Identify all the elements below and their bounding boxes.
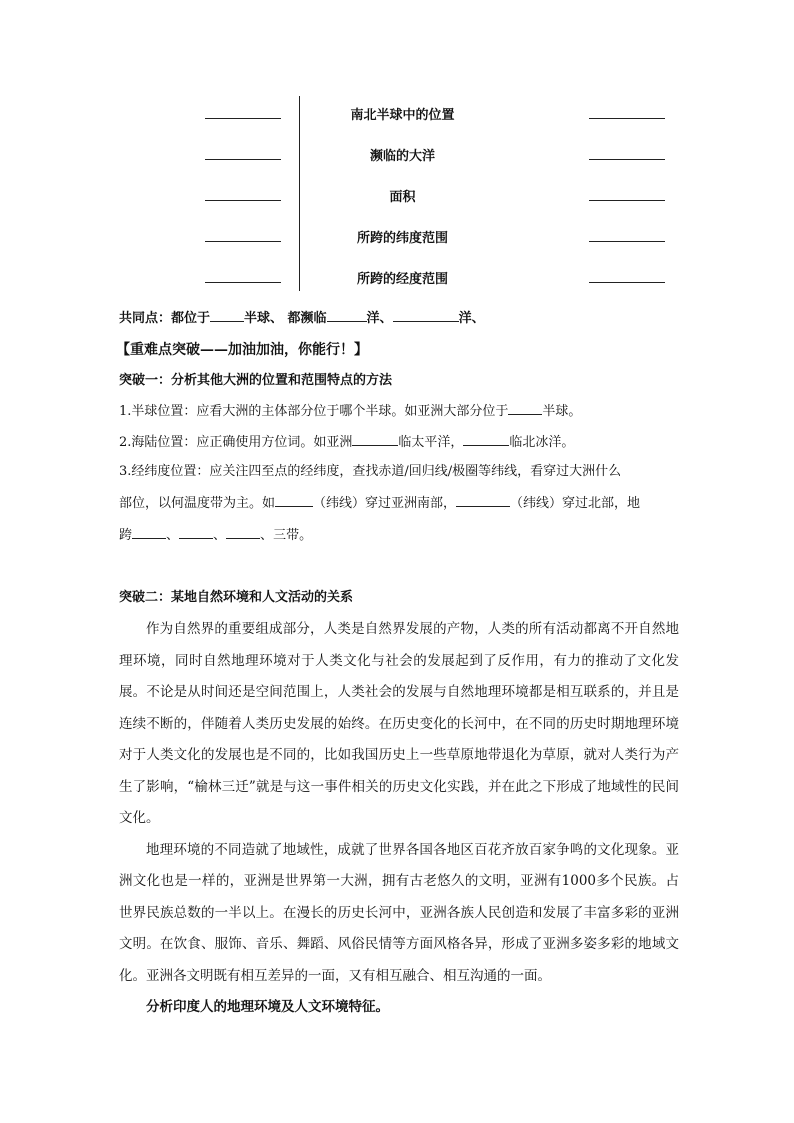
task-prompt: 分析印度人的地理环境及人文环境特征。 <box>146 999 389 1015</box>
paragraph: 地理环境的不同造就了地域性，成就了世界各国各地区百花齐放百家争鸣的文化现象。亚洲文化也是一样的，亚洲是世界第一大洲，拥有古老悠久的文明，亚洲有1000多个民族。占世界民族总数的一半以上。在漫长的历史长河中，亚洲各族人民创造和发展了丰富多彩的亚洲文明。在饮食、服饰、音乐、舞蹈、风俗民情等方面风格各异，形成了亚洲多姿多彩的地域文化。亚洲各文明既有相互差异的一面，又有相互融合、相互沟通的一面。 <box>119 841 679 984</box>
answer-blank[interactable] <box>456 493 510 507</box>
answer-blank-left[interactable] <box>205 241 281 242</box>
item-text: （纬线）穿过北部，地 <box>510 496 641 511</box>
answer-blank[interactable] <box>275 493 313 507</box>
breakthrough-2-title: 突破二：某地自然环境和人文活动的关系 <box>119 590 354 605</box>
answer-blank[interactable] <box>132 525 166 539</box>
answer-blank-right[interactable] <box>589 118 665 119</box>
answer-blank-right[interactable] <box>589 241 665 242</box>
answer-blank-right[interactable] <box>589 159 665 160</box>
answer-blank-left[interactable] <box>205 118 281 119</box>
answer-blank[interactable] <box>327 308 367 322</box>
item-text: 临北冰洋。 <box>509 435 575 450</box>
item-text: 2.海陆位置：应正确使用方位词。如亚洲 <box>119 435 353 450</box>
table-row <box>200 106 670 126</box>
row-label: 所跨的经度范围 <box>356 272 448 287</box>
common-text: 洋、 <box>458 311 485 326</box>
answer-blank-left[interactable] <box>205 282 281 283</box>
item-text: 跨 <box>119 528 133 543</box>
common-text: 半球、 都濒临 <box>244 311 327 326</box>
common-prefix: 共同点：都位于 <box>119 311 211 326</box>
item-3-cont <box>119 493 640 514</box>
paragraph: 作为自然界的重要组成部分，人类是自然界发展的产物，人类的所有活动都离不开自然地理环境，同时自然地理环境对于人类文化与社会的发展起到了反作用，有力的推动了文化发展。不论是从时间还是空间范围上，人类社会的发展与自然地理环境都是相互联系的，并且是连续不断的，伴随着人类历史发展的始终。在历史变化的长河中，在不同的历史时期地理环境对于人类文化的发展也是不同的，比如我国历史上一些草原地带退化为草原，就对人类行为产生了影响，“榆林三迁”就是与这一事件相关的历史文化实践，并在此之下形成了地域性的民间文化。 <box>119 621 679 826</box>
row-label: 面积 <box>389 190 416 205</box>
answer-blank[interactable] <box>352 432 398 446</box>
answer-blank-left[interactable] <box>205 159 281 160</box>
common-points-line <box>119 308 485 329</box>
answer-blank[interactable] <box>179 525 213 539</box>
answer-blank-right[interactable] <box>589 200 665 201</box>
answer-blank-left[interactable] <box>205 200 281 201</box>
row-label: 所跨的纬度范围 <box>356 231 448 246</box>
item-text: 临太平洋， <box>398 435 464 450</box>
section-title: 【重难点突破——加油加油，你能行！】 <box>116 342 368 358</box>
answer-blank[interactable] <box>226 525 260 539</box>
answer-blank[interactable] <box>463 432 509 446</box>
common-text: 洋、 <box>366 311 393 326</box>
item-3-cont <box>119 525 312 546</box>
item-3 <box>119 462 621 482</box>
body-paragraphs <box>119 614 679 1024</box>
breakthrough-1-title: 突破一：分析其他大洲的位置和范围特点的方法 <box>119 373 393 388</box>
item-text: 、 <box>166 528 180 543</box>
item-2 <box>119 432 574 453</box>
table-row <box>200 188 670 208</box>
answer-blank[interactable] <box>508 401 542 415</box>
table-row <box>200 147 670 167</box>
item-text: 1.半球位置：应看大洲的主体部分位于哪个半球。如亚洲大部分位于 <box>119 404 509 419</box>
row-label: 南北半球中的位置 <box>350 108 455 123</box>
item-text: 、 <box>213 528 227 543</box>
item-1 <box>119 401 581 422</box>
answer-blank[interactable] <box>210 308 244 322</box>
table-row <box>200 229 670 249</box>
item-text: 半球。 <box>542 404 582 419</box>
item-text: 、 <box>260 528 274 543</box>
item-text: 3.经纬度位置：应关注四至点的经纬度，查找赤道/回归线/极圈等纬线，看穿过大洲什么 <box>119 464 622 479</box>
answer-blank-right[interactable] <box>589 282 665 283</box>
comparison-table <box>200 96 670 291</box>
item-text: 三带。 <box>273 528 313 543</box>
table-row <box>200 270 670 290</box>
row-label: 濒临的大洋 <box>369 149 435 164</box>
item-text: 部位，以何温度带为主。如 <box>119 496 276 511</box>
answer-blank[interactable] <box>393 308 459 322</box>
item-text: （纬线）穿过亚洲南部， <box>313 496 457 511</box>
